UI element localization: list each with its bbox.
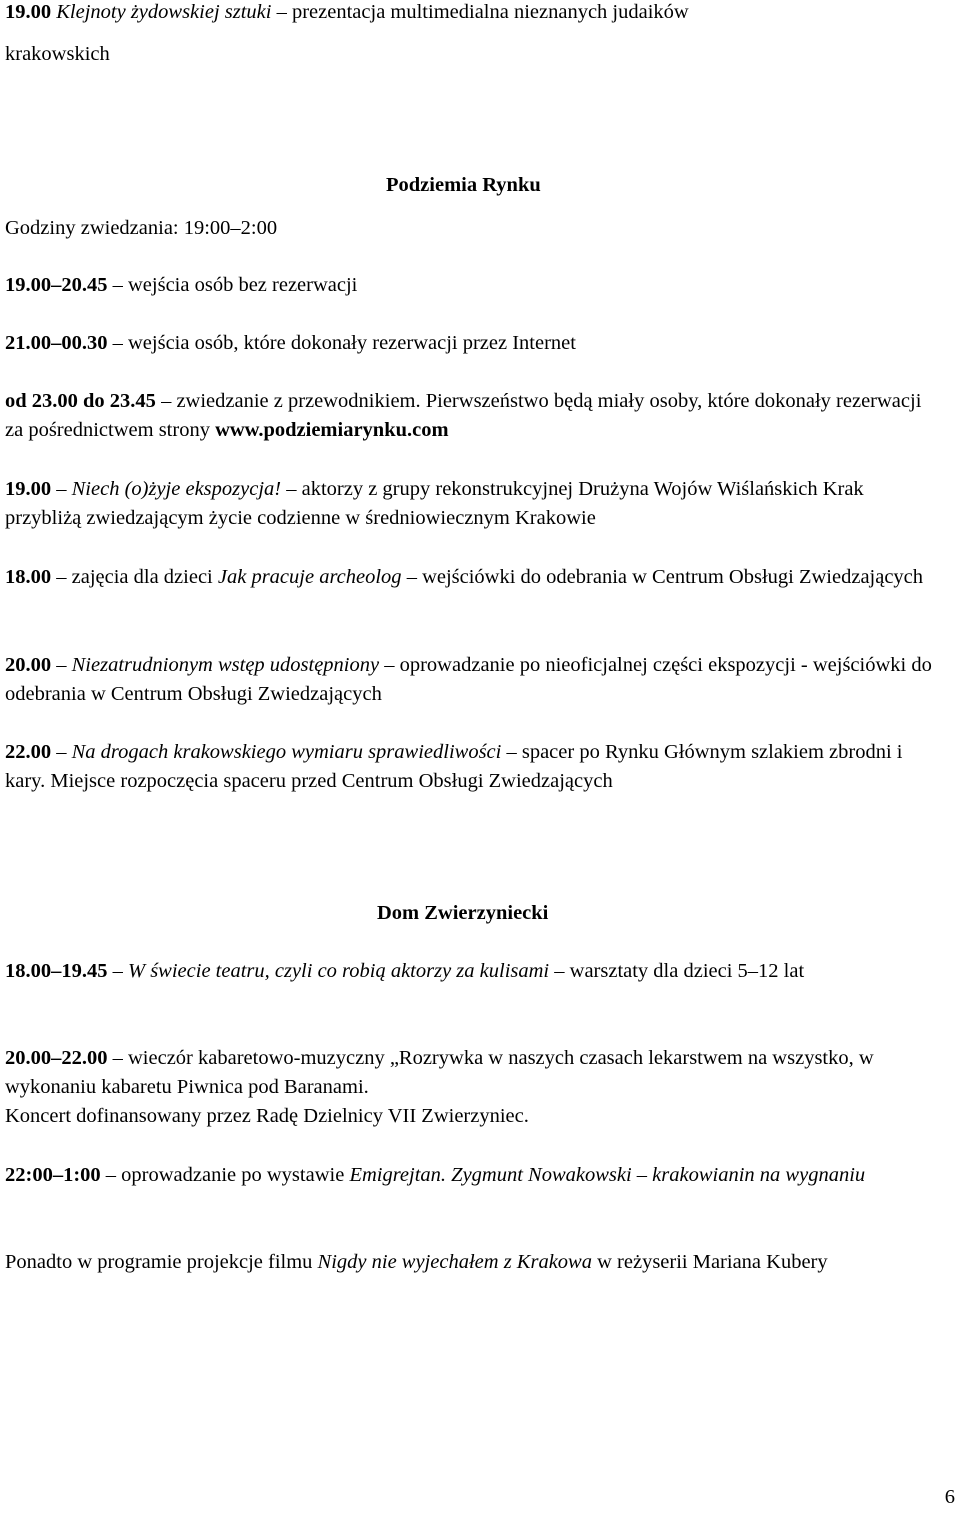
workshop-paragraph [5,957,940,986]
entry-text: – wejścia osób bez rezerwacji [107,274,358,296]
funding-note: Koncert dofinansowany przez Radę Dzielnicy VII Zwierzyniec. [5,1105,529,1127]
event-description: – aktorzy z grupy rekonstrukcyjnej Drużyna Wojów Wiślańskich Krak przybliżą zwiedzającym życie codzienne w średniowiecznym Krakowie [5,478,864,529]
separator: – [51,654,72,676]
event-time: 20.00 [5,654,52,676]
separator: – [107,960,128,982]
entry-row [5,273,357,297]
entry-text: – wejścia osób, które dokonały rezerwacji przez Internet [107,332,576,354]
event-description: – wejściówki do odebrania w Centrum Obsługi Zwiedzających [401,566,924,588]
event-paragraph [5,651,940,709]
guided-text: – zwiedzanie z przewodnikiem. Pierwszeństwo będą miały osoby, które dokonały rezerwacji za pośrednictwem strony [5,390,922,441]
event-title: Na drogach krakowskiego wymiaru sprawiedliwości [71,741,502,763]
separator: – [51,741,72,763]
event-title: Niezatrudnionym wstęp udostępniony [71,654,380,676]
event-title: W świecie teatru, czyli co robią aktorzy za kulisami [128,960,550,982]
event-klejnoty [5,0,689,24]
opening-hours: Godziny zwiedzania: 19:00–2:00 [5,217,278,239]
event-description: – wieczór kabaretowo-muzyczny „Rozrywka w naszych czasach lekarstwem na wszystko, w wykonaniu kabaretu Piwnica pod Baranami. [5,1047,874,1098]
page-number: 6 [944,1486,955,1508]
film-intro: Ponadto w programie projekcje filmu [5,1251,318,1273]
event-description: – oprowadzanie po nieoficjalnej części ekspozycji - wejściówki do odebrania w Centrum Obsługi Zwiedzających [5,654,932,705]
event-title: Klejnoty żydowskiej sztuki [56,1,272,23]
exhibition-title: Emigrejtan. Zygmunt Nowakowski – krakowianin na wygnaniu [349,1164,866,1186]
event-description: – warsztaty dla dzieci 5–12 lat [549,960,805,982]
event-paragraph [5,738,940,796]
event-description: – prezentacja multimedialna nieznanych judaików [271,1,689,23]
section-heading-dom: Dom Zwierzyniecki [377,902,549,924]
event-time: 19.00 [5,478,52,500]
event-time: 19.00 [5,1,52,23]
event-time: 22.00 [5,741,52,763]
entry-time: 19.00–20.45 [5,274,108,296]
event-klejnoty-cont: krakowskich [5,43,110,65]
film-title: Nigdy nie wyjechałem z Krakowa [317,1251,592,1273]
separator: – oprowadzanie po wystawie [100,1164,350,1186]
entry-time: 21.00–00.30 [5,332,108,354]
event-time: 20.00–22.00 [5,1047,108,1069]
guided-tour-paragraph [5,387,940,445]
guided-time: od 23.00 do 23.45 [5,390,156,412]
website-link[interactable]: www.podziemiarynku.com [215,419,449,441]
event-title: Jak pracuje archeolog [217,566,402,588]
film-paragraph [5,1248,940,1277]
film-director: w reżyserii Mariana Kubery [591,1251,828,1273]
separator: – [51,478,72,500]
event-time: 18.00–19.45 [5,960,108,982]
entry-row [5,331,576,355]
section-heading-podziemia: Podziemia Rynku [386,174,541,196]
event-title: Niech (o)żyje ekspozycja! [71,478,282,500]
event-paragraph [5,563,940,592]
event-description: – spacer po Rynku Głównym szlakiem zbrodni i kary. Miejsce rozpoczęcia spaceru przed Centrum Obsługi Zwiedzających [5,741,903,792]
event-time: 22:00–1:00 [5,1164,101,1186]
exhibition-tour-paragraph [5,1161,940,1190]
cabaret-paragraph [5,1044,940,1131]
event-paragraph [5,475,940,533]
event-time: 18.00 [5,566,52,588]
separator: – zajęcia dla dzieci [51,566,218,588]
